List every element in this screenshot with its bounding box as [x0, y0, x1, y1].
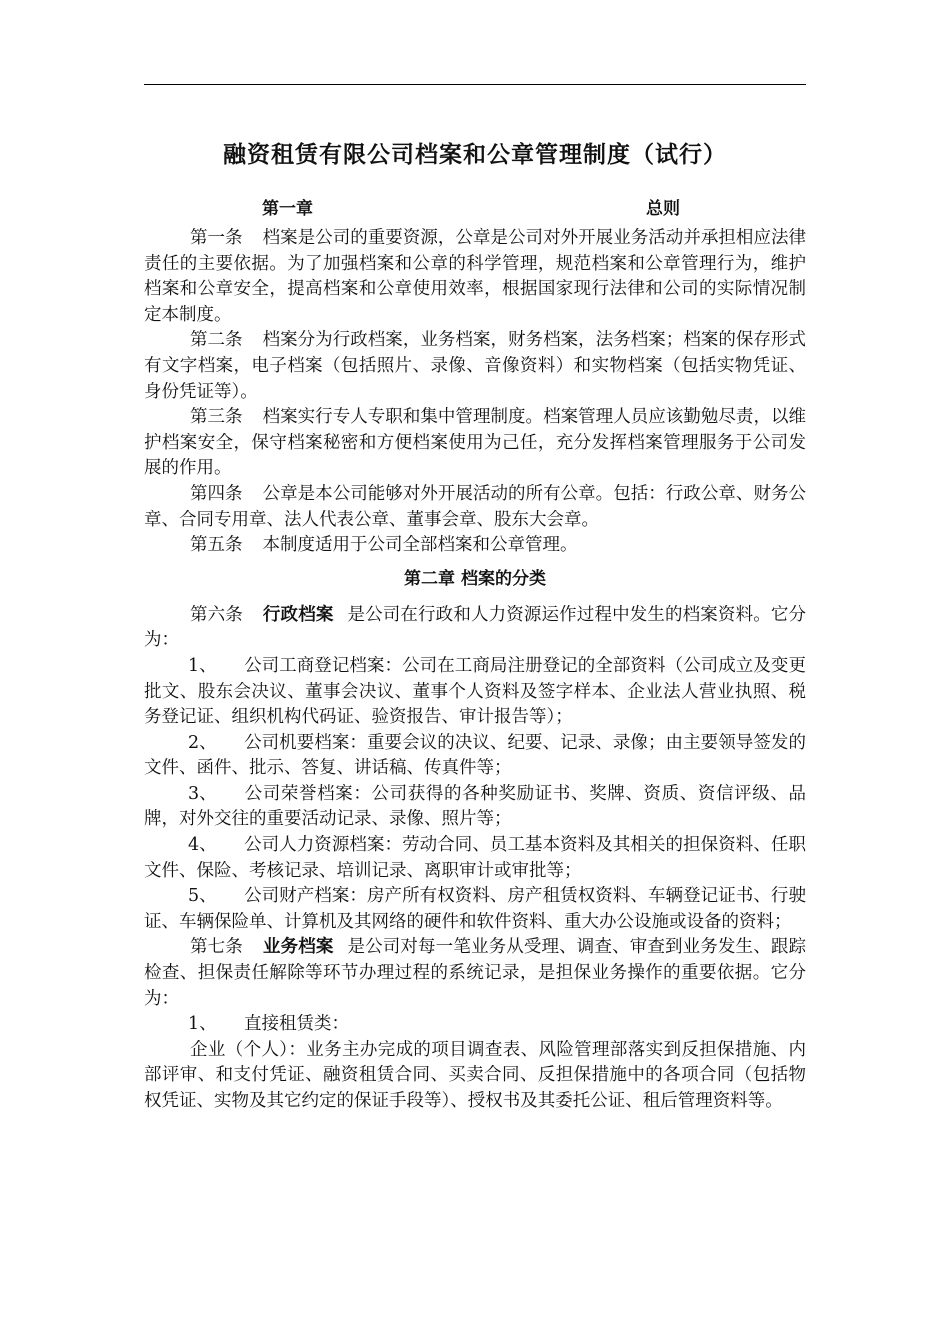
list-item-index: 1、 [188, 655, 217, 676]
list-item-text: 公司机要档案：重要会议的决议、纪要、记录、录像；由主要领导签发的文件、函件、批示、答复、讲话稿、传真件等； [144, 732, 806, 779]
chapter-2-heading: 第二章 档案的分类 [404, 568, 546, 589]
list-item-text: 公司荣誉档案：公司获得的各种奖励证书、奖牌、资质、资信评级、品牌，对外交往的重要活动记录、录像、照片等； [144, 783, 806, 830]
article-4 [144, 482, 806, 533]
article-text: 档案实行专人专职和集中管理制度。档案管理人员应该勤勉尽责，以维护档案安全，保守档案秘密和方便档案使用为己任，充分发挥档案管理服务于公司发展的作用。 [144, 407, 807, 479]
article-keyword: 业务档案 [262, 937, 334, 958]
list-item [144, 884, 806, 935]
article-number: 第二条 [190, 330, 243, 351]
list-item [144, 833, 806, 884]
document-body [144, 138, 806, 1115]
list-item-index: 3、 [188, 783, 217, 804]
article-7 [144, 935, 806, 1012]
article-3 [144, 405, 806, 482]
body-paragraph: 企业（个人）：业务主办完成的项目调查表、风险管理部落实到反担保措施、内部评审、和支付凭证、融资租赁合同、买卖合同、反担保措施中的各项合同（包括物权凭证、实物及其它约定的保证手段等）、授权书及其委托公证、租后管理资料等。 [144, 1039, 806, 1111]
list-item [144, 731, 806, 782]
article-number: 第六条 [190, 604, 243, 625]
article-6 [144, 603, 806, 654]
list-item-index: 5、 [188, 886, 217, 907]
chapter-1-heading [144, 194, 806, 222]
list-item-index: 4、 [188, 835, 217, 856]
article-number: 第四条 [190, 483, 243, 504]
chapter-1-number: 第一章 [262, 199, 313, 219]
article-keyword: 行政档案 [262, 604, 334, 625]
article-text: 是公司在行政和人力资源运作过程中发生的档案资料。它分为： [144, 604, 806, 651]
list-item [144, 1012, 806, 1038]
article-number: 第五条 [190, 535, 243, 556]
article-5 [144, 533, 806, 559]
list-item-index: 2、 [188, 732, 217, 753]
article-2 [144, 328, 806, 405]
list-item-text: 公司财产档案：房产所有权资料、房产租赁权资料、车辆登记证书、行驶证、车辆保险单、计算机及其网络的硬件和软件资料、重大办公设施或设备的资料； [144, 886, 806, 932]
header-rule [144, 84, 806, 85]
article-text: 是公司对每一笔业务从受理、调查、审查到业务发生、跟踪检查、担保责任解除等环节办理过程的系统记录，是担保业务操作的重要依据。它分为： [144, 937, 806, 1009]
article-text: 本制度适用于公司全部档案和公章管理。 [262, 535, 578, 556]
list-item-index: 1、 [188, 1014, 217, 1035]
chapter-1-title: 总则 [646, 199, 680, 219]
list-item-text: 公司工商登记档案：公司在工商局注册登记的全部资料（公司成立及变更批文、股东会决议、董事会决议、董事个人资料及签字样本、企业法人营业执照、税务登记证、组织机构代码证、验资报告、审计报告等）； [144, 655, 806, 728]
article-text: 档案是公司的重要资源，公章是公司对外开展业务活动并承担相应法律责任的主要依据。为了加强档案和公章的科学管理，规范档案和公章管理行为，维护档案和公章安全，提高档案和公章使用效率，根据国家现行法律和公司的实际情况制定本制度。 [144, 228, 807, 325]
article-number: 第一条 [190, 228, 243, 248]
list-item-text: 公司人力资源档案：劳动合同、员工基本资料及其相关的担保资料、任职文件、保险、考核记录、培训记录、离职审计或审批等； [144, 835, 806, 881]
document-title: 融资租赁有限公司档案和公章管理制度（试行） [223, 142, 727, 168]
article-text: 档案分为行政档案，业务档案，财务档案，法务档案；档案的保存形式有文字档案，电子档案（包括照片、录像、音像资料）和实物档案（包括实物凭证、身份凭证等）。 [144, 330, 807, 402]
list-item-text: 直接租赁类： [244, 1014, 349, 1035]
article-number: 第三条 [190, 407, 243, 428]
list-item [144, 654, 806, 731]
article-number: 第七条 [190, 937, 243, 958]
article-1 [144, 226, 806, 328]
article-text: 公章是本公司能够对外开展活动的所有公章。包括：行政公章、财务公章、合同专用章、法人代表公章、董事会章、股东大会章。 [144, 483, 807, 530]
list-item [144, 782, 806, 833]
